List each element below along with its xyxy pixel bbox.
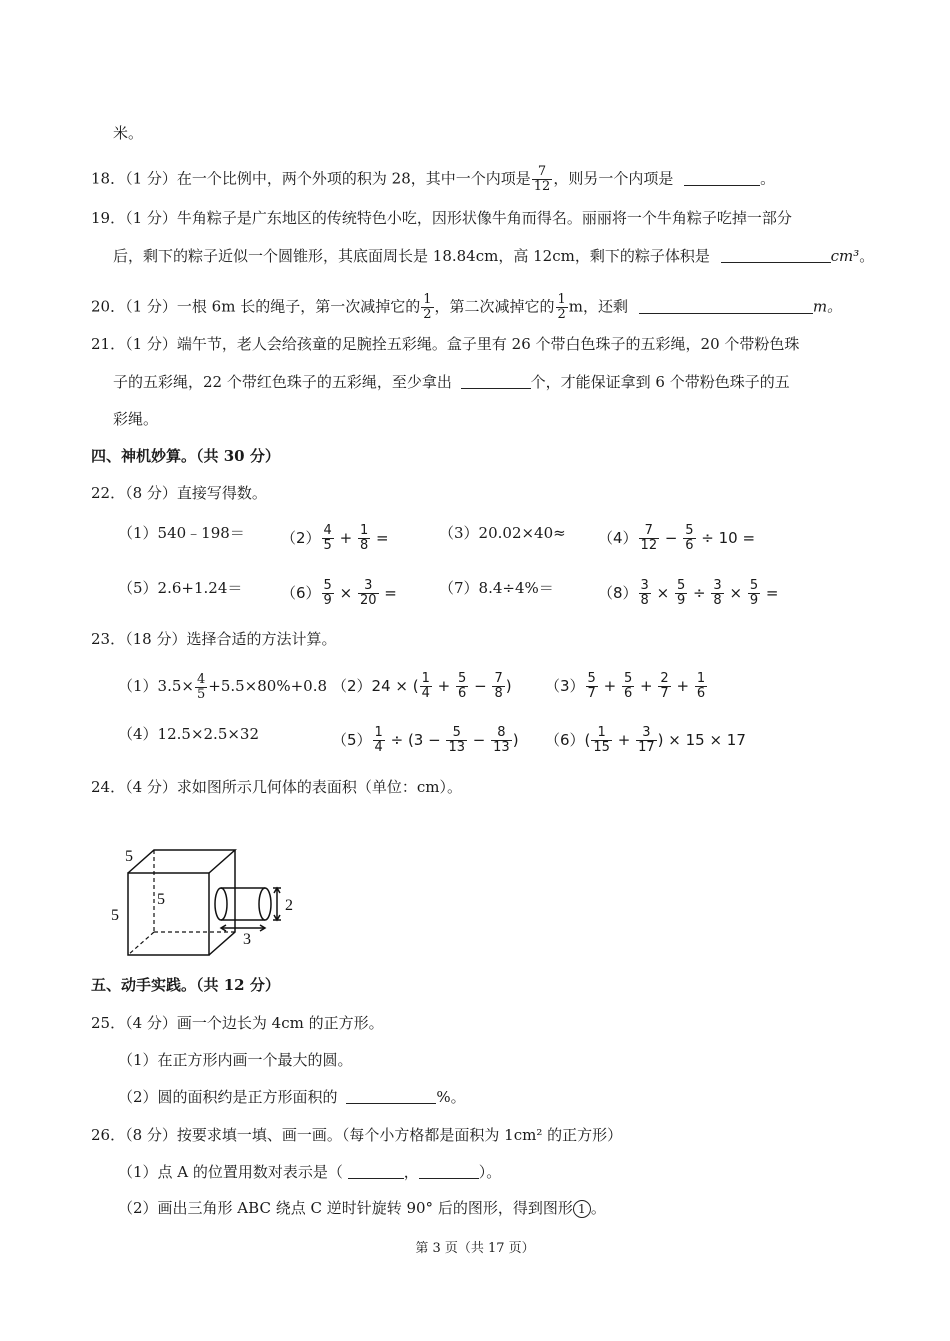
label-5-inner: 5 [157, 891, 165, 908]
question-score: （4 分） [125, 778, 177, 796]
answer-blank[interactable] [684, 169, 760, 186]
question-score: （18 分） [125, 630, 187, 648]
cube-front-face [128, 873, 209, 955]
question-number: 20． [91, 297, 126, 316]
q23-item-2: （2）24 × ( $\frac{1}{4}$ + $\frac{5}{6}$ − $\frac{7}{8}$ ) [332, 671, 512, 701]
question-score: （4 分） [125, 1014, 177, 1032]
prev-question-ending: 米。 [113, 124, 144, 142]
section-5-heading: 五、动手实践。（共 12 分） [91, 976, 280, 994]
fraction: $\frac{1}{2}$ [423, 292, 432, 322]
q26-sub-1: （1）点 A 的位置用数对表示是（ ， ）。 [118, 1163, 502, 1181]
cube-top-face [128, 850, 235, 873]
question-19-line-2 [113, 246, 874, 266]
q22-item-3: （3）20.02×40≈ [439, 524, 566, 542]
q25-sub-2: （2）圆的面积约是正方形面积的 %。 [118, 1088, 466, 1106]
question-number: 25． [91, 1014, 126, 1032]
unit: m。 [812, 297, 843, 316]
question-text: 求如图所示几何体的表面积（单位：cm）。 [176, 778, 463, 796]
question-25 [91, 1013, 384, 1033]
question-23 [91, 629, 336, 649]
label-5-left: 5 [111, 907, 119, 924]
q22-item-8: （8） $\frac{3}{8}$ × $\frac{5}{9}$ ÷ $\frac{3}{8}$ × $\frac{5}{9}$ = [598, 578, 779, 608]
answer-blank[interactable] [639, 297, 813, 314]
question-18 [91, 165, 775, 194]
question-score: （1 分） [125, 335, 177, 353]
question-21-line-3: 彩绳。 [113, 410, 159, 428]
q25-sub-1: （1）在正方形内画一个最大的圆。 [118, 1051, 353, 1069]
question-text: 子的五彩绳，22 个带红色珠子的五彩绳，至少拿出 [113, 373, 452, 391]
cylinder-back-end [215, 888, 227, 920]
q22-item-4: （4） $\frac{7}{12}$ − $\frac{5}{6}$ ÷ 10 = [598, 523, 756, 553]
question-21-line-2 [113, 372, 790, 392]
question-21-line-1 [91, 334, 799, 354]
q23-item-1: （1）3.5× $\frac{4}{5}$ +5.5×80%+0.8 [118, 671, 328, 702]
cube-cylinder-figure [105, 840, 315, 965]
page-footer: 第 3 页（共 17 页） [415, 1241, 535, 1256]
question-score: （8 分） [125, 484, 177, 502]
question-22 [91, 483, 267, 503]
question-text: 端午节，老人会给孩童的足腕拴五彩绳。盒子里有 26 个带白色珠子的五彩绳，20 个带粉色珠 [176, 335, 800, 353]
question-text: 选择合适的方法计算。 [186, 630, 337, 648]
q23-item-4: （4）12.5×2.5×32 [118, 725, 260, 743]
q22-item-2: （2） $\frac{4}{5}$ + $\frac{1}{8}$ = [281, 523, 389, 553]
circled-one-icon: 1 [573, 1200, 591, 1218]
cube-hidden-edges [128, 850, 235, 955]
question-score: （1 分） [125, 209, 177, 227]
question-text: 一根 6m 长的绳子，第一次减掉它的 [176, 297, 421, 316]
q23-item-3: （3） $\frac{5}{7}$ + $\frac{5}{6}$ + $\frac{2}{7}$ + $\frac{1}{6}$ [545, 671, 706, 701]
question-text: 按要求填一填、画一画。（每个小方格都是面积为 1cm² 的正方形） [176, 1126, 623, 1144]
question-number: 24． [91, 778, 126, 796]
question-text: 牛角粽子是广东地区的传统特色小吃，因形状像牛角而得名。丽丽将一个牛角粽子吃掉一部分 [176, 209, 792, 227]
question-number: 19． [91, 209, 126, 227]
question-text: 个，才能保证拿到 6 个带粉色珠子的五 [530, 373, 790, 391]
unit: cm³ [830, 247, 860, 265]
fraction: $\frac{1}{2}$ [557, 292, 566, 322]
q22-item-6: （6） $\frac{5}{9}$ × $\frac{3}{20}$ = [281, 578, 397, 608]
q26-sub-2: （2）画出三角形 ABC 绕点 C 逆时针旋转 90° 后的图形，得到图形 1 。 [118, 1199, 606, 1217]
cube-right-face [209, 850, 235, 955]
question-score: （1 分） [125, 297, 177, 316]
question-20 [91, 293, 842, 322]
answer-blank[interactable] [721, 246, 831, 263]
answer-blank[interactable] [461, 372, 531, 389]
question-text: 直接写得数。 [176, 484, 267, 502]
answer-blank-x[interactable] [348, 1162, 404, 1179]
q23-item-5: （5） $\frac{1}{4}$ ÷ (3 − $\frac{5}{13}$ − $\frac{8}{13}$ ) [332, 725, 519, 755]
question-19-line-1 [91, 208, 792, 228]
question-text: m，还剩 [568, 297, 629, 316]
q23-item-6: （6）( $\frac{1}{15}$ + $\frac{3}{17}$ ) × 15 × 17 [545, 725, 746, 755]
section-4-heading: 四、神机妙算。（共 30 分） [91, 447, 280, 465]
answer-blank[interactable] [346, 1087, 436, 1104]
question-number: 26． [91, 1126, 126, 1144]
label-3: 3 [243, 931, 251, 948]
question-26 [91, 1125, 622, 1145]
period: 。 [859, 247, 875, 265]
question-text: ，第二次减掉它的 [434, 297, 555, 316]
q22-item-7: （7）8.4÷4%＝ [439, 579, 554, 597]
cylinder-front-end [259, 888, 271, 920]
question-text: 画一个边长为 4cm 的正方形。 [176, 1014, 384, 1032]
q22-item-1: （1）540﹣198＝ [118, 524, 245, 542]
question-24 [91, 777, 462, 797]
question-text: 后，剩下的粽子近似一个圆锥形，其底面周长是 18.84cm，高 12cm，剩下的粽子体积是 [113, 247, 710, 265]
question-number: 18． [91, 169, 126, 188]
period: 。 [760, 169, 776, 188]
question-number: 22． [91, 484, 126, 502]
question-score: （8 分） [125, 1126, 177, 1144]
label-2: 2 [285, 897, 293, 914]
question-text: ，则另一个内项是 [553, 169, 674, 188]
answer-blank-y[interactable] [419, 1162, 479, 1179]
q22-item-5: （5）2.6+1.24＝ [118, 579, 243, 597]
label-5-top: 5 [125, 848, 133, 865]
question-number: 23． [91, 630, 126, 648]
question-text: 在一个比例中，两个外项的积为 28，其中一个内项是 [176, 169, 531, 188]
question-number: 21． [91, 335, 126, 353]
fraction: $\frac{7}{12}$ [533, 164, 551, 194]
question-score: （1 分） [125, 169, 177, 188]
